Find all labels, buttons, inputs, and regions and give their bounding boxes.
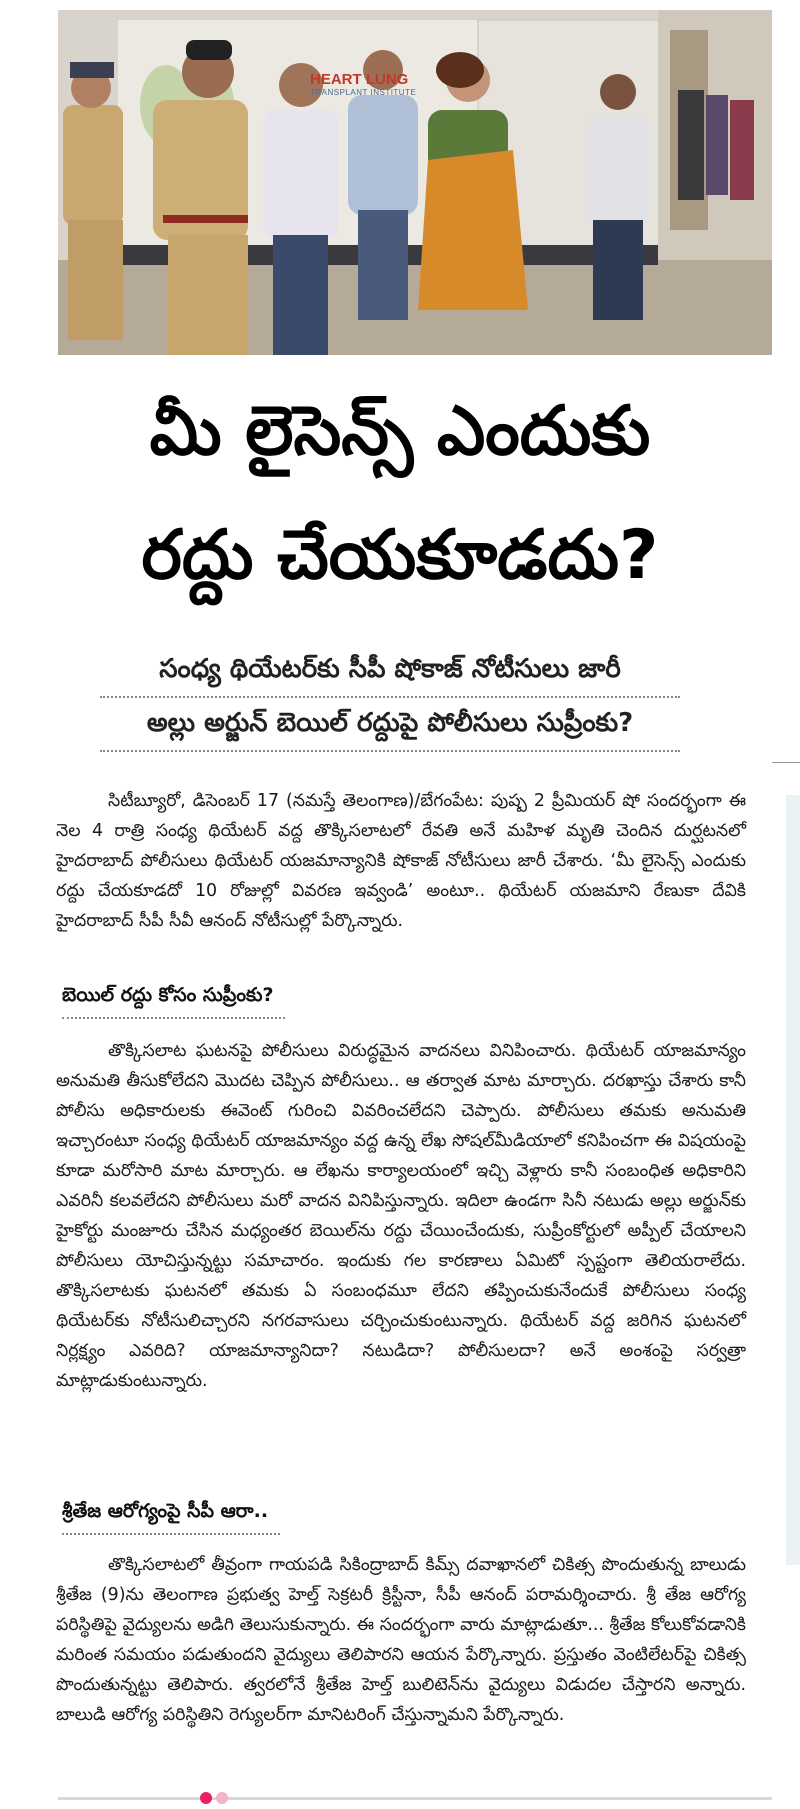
column-divider — [772, 762, 800, 763]
article-paragraph-3 — [56, 1550, 746, 1730]
paragraph-1-text: సిటీబ్యూరో, డిసెంబర్ 17 (నమస్తే తెలంగాణ)/బేగంపేట: పుష్ప 2 ప్రీమియర్ షో సందర్భంగా ఈ నెల 4 రాత్రి సంధ్య థియేటర్ వద్ద తొక్కిసలాటలో రేవతి అనే మహిళ మృతి చెందిన దుర్ఘటనలో హైదరాబాద్ పోలీసులు థియేటర్ యజమాన్యానికి షోకాజ్ నోటీసులు జారీ చేశారు. ‘మీ లైసెన్స్ ఎందుకు రద్దు చేయకూడదో 10 రోజుల్లో వివరణ ఇవ్వండి’ అంటూ.. థియేటర్ యజమాని రేణుకా దేవికి హైదరాబాద్ సీపీ సీవీ ఆనంద్ నోటీసుల్లో పేర్కొన్నారు. — [56, 791, 746, 931]
wall-sign-sub: TRANSPLANT INSTITUTE — [310, 88, 417, 97]
wall-sign-main: HEART LUNG — [310, 71, 409, 88]
section-heading-bail: బెయిల్ రద్దు కోసం సుప్రీంకు? — [62, 984, 285, 1019]
paragraph-2-text: తొక్కిసలాట ఘటనపై పోలీసులు విరుద్ధమైన వాదనలు వినిపించారు. థియేటర్ యాజమాన్యం అనుమతి తీసుకోలేదని మొదట చెప్పిన పోలీసులు.. ఆ తర్వాత మాట మార్చారు. దరఖాస్తు చేశారు కానీ పోలీసు అధికారులకు ఈవెంట్ గురించి వివరించలేదని చెప్పారు. పోలీసులు తమకు అనుమతి ఇచ్చారంటూ సంధ్య థియేటర్ యాజమాన్యం వద్ద ఉన్న లేఖ సోషల్‌మీడియాలో కనిపించగా ఈ విషయంపై కూడా మరోసారి మాట మార్చారు. ఆ లేఖను కార్యాలయంలో ఇచ్చి వెళ్లారు కానీ సంబంధిత అధికారిని ఎవరినీ కలవలేదని పోలీసులు మరో వాదన వినిపిస్తున్నారు. ఇదిలా ఉండగా సినీ నటుడు అల్లు అర్జున్‌కు హైకోర్టు మంజూరు చేసిన మధ్యంతర బెయిల్‌ను రద్దు చేయించేందుకు, సుప్రీంకోర్టులో అప్పీల్ చేయాలని పోలీసులు యోచిస్తున్నట్టు సమాచారం. ఇందుకు గల కారణాలు ఏమిటో స్పష్టంగా తెలియరాలేదు. తొక్కిసలాటకు ఘటనలో తమకు ఏ సంబంధమూ లేదని తప్పించుకునేందుకే పోలీసులు సంధ్య థియేటర్‌కు నోటీసులిచ్చారని నగరవాసులు చర్చించుకుంటున్నారు. థియేటర్ వద్ద జరిగిన ఘటనలో నిర్లక్ష్యం ఎవరిది? యాజమాన్యానిదా? నటుడిదా? పోలీసులదా? అనే అంశంపై సర్వత్రా మాట్లాడుకుంటున్నారు. — [56, 1041, 746, 1391]
article-paragraph-2 — [56, 1036, 746, 1396]
subheadline-2: అల్లు అర్జున్ బెయిల్ రద్దుపై పోలీసులు సుప్రీంకు? — [100, 708, 680, 752]
page-bottom-bar — [58, 1797, 772, 1800]
page-indicator-dot-active[interactable] — [200, 1792, 212, 1804]
adjacent-column-edge — [786, 795, 800, 1565]
news-photo-illustration — [58, 10, 772, 355]
headline-line-1: మీ లైసెన్స్ ఎందుకు — [149, 392, 651, 471]
article-paragraph-1 — [56, 786, 746, 936]
paragraph-3-text: తొక్కిసలాటలో తీవ్రంగా గాయపడి సికింద్రాబాద్ కిమ్స్ దవాఖానలో చికిత్స పొందుతున్న బాలుడు శ్రీతేజ (9)ను తెలంగాణ ప్రభుత్వ హెల్త్ సెక్రటరీ క్రిస్టీనా, సీపీ ఆనంద్ పరామర్శించారు. శ్రీ తేజ ఆరోగ్య పరిస్థితిపై వైద్యులను అడిగి తెలుసుకున్నారు. ఈ సందర్భంగా వారు మాట్లాడుతూ... శ్రీతేజ కోలుకోవడానికి మరింత సమయం పడుతుందని వైద్యులు తెలిపారని ఆయన పేర్కొన్నారు. ప్రస్తుతం వెంటిలేటర్‌పై చికిత్స పొందుతున్నట్టు తెలిపారు. త్వరలోనే శ్రీతేజ హెల్త్ బులిటెన్‌ను వైద్యులు విడుదల చేస్తారని అన్నారు. బాలుడి ఆరోగ్య పరిస్థితిని రెగ్యులర్‌గా మానిటరింగ్ చేస్తున్నామని పేర్కొన్నారు. — [56, 1555, 746, 1725]
wall-sign — [310, 72, 416, 97]
section-heading-health: శ్రీతేజ ఆరోగ్యంపై సీపీ ఆరా.. — [62, 1500, 280, 1535]
headline-line-2: రద్దు చేయకూడదు? — [141, 516, 659, 595]
subheadline-1: సంధ్య థియేటర్‌కు సీపీ షోకాజ్ నోటీసులు జారీ — [100, 654, 680, 698]
news-photo — [58, 10, 772, 355]
page-indicator-dot[interactable] — [216, 1792, 228, 1804]
